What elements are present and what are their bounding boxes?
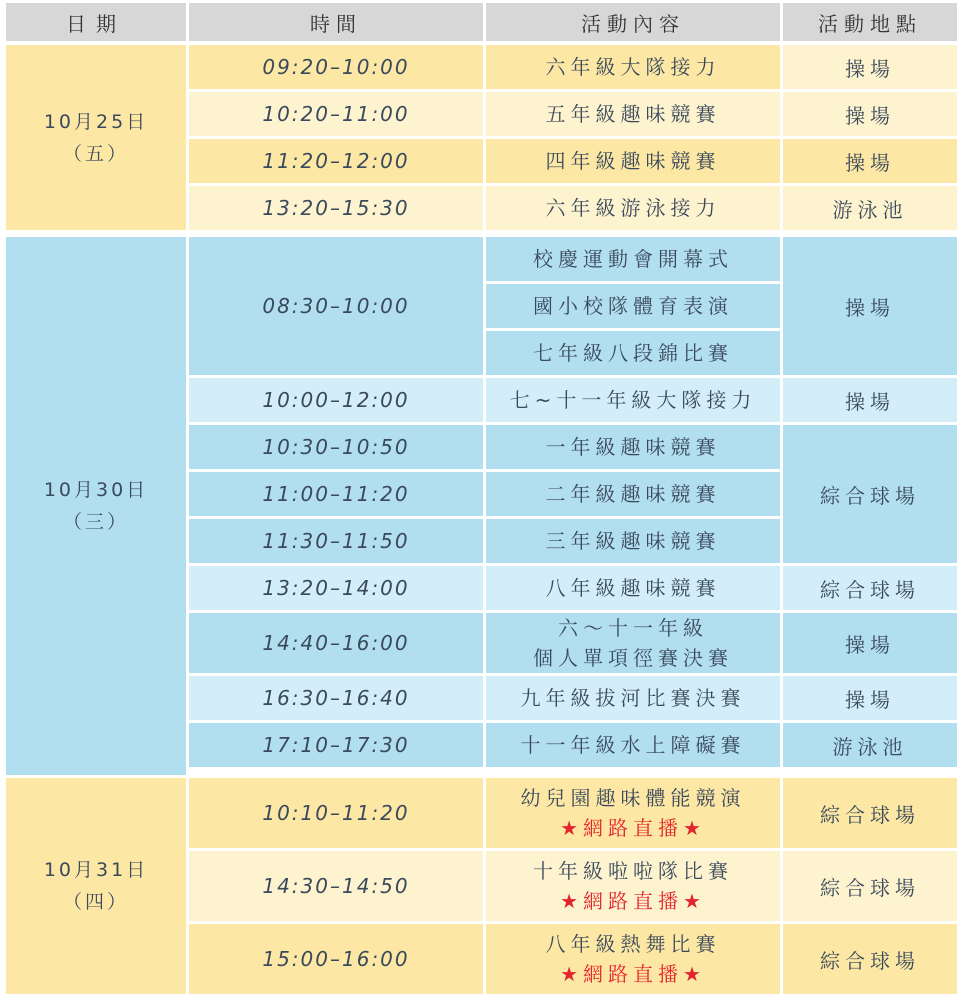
schedule-table [3, 3, 960, 994]
date-text: 10月31日 [43, 859, 149, 881]
location-cell: 操場 [783, 673, 957, 720]
location-cell: 綜合球場 [783, 775, 957, 848]
weekday-text: （五） [62, 142, 129, 165]
header-time: 時間 [189, 3, 483, 41]
location-cell: 操場 [783, 375, 957, 422]
time-cell: 10:10–11:20 [189, 775, 483, 848]
location-cell: 綜合球場 [783, 848, 957, 921]
activity-cell: 十一年級水上障礙賽 [486, 720, 780, 767]
location-cell: 操場 [783, 89, 957, 136]
time-cell: 11:00–11:20 [189, 469, 483, 516]
activity-line: 六～十一年級 [558, 616, 708, 640]
live-stream-label: 網路直播 [583, 889, 683, 913]
time-cell: 14:40–16:00 [189, 610, 483, 673]
activity-cell [486, 921, 780, 994]
activity-line: 十年級啦啦隊比賽 [533, 859, 733, 883]
header-location: 活動地點 [783, 3, 957, 41]
location-cell: 操場 [783, 234, 957, 375]
location-cell: 游泳池 [783, 720, 957, 767]
activity-cell: 校慶運動會開幕式 [486, 234, 780, 281]
date-cell [6, 234, 186, 775]
activity-cell [486, 848, 780, 921]
activity-cell: 一年級趣味競賽 [486, 422, 780, 469]
time-cell: 09:20–10:00 [189, 42, 483, 89]
time-cell: 11:30–11:50 [189, 516, 483, 563]
star-icon: ★ [560, 962, 583, 986]
weekday-text: （三） [62, 511, 129, 533]
activity-cell: 二年級趣味競賽 [486, 469, 780, 516]
star-icon: ★ [683, 889, 706, 913]
live-stream-note [486, 813, 780, 843]
live-stream-label: 網路直播 [583, 816, 683, 840]
activity-cell: 九年級拔河比賽決賽 [486, 673, 780, 720]
time-cell: 10:20–11:00 [189, 89, 483, 136]
activity-cell: 三年級趣味競賽 [486, 516, 780, 563]
activity-cell: 五年級趣味競賽 [486, 89, 780, 136]
location-cell: 操場 [783, 610, 957, 673]
activity-cell: 六年級大隊接力 [486, 42, 780, 89]
activity-cell: 六年級游泳接力 [486, 183, 780, 230]
location-cell: 綜合球場 [783, 563, 957, 610]
activity-line: 幼兒園趣味體能競演 [520, 786, 746, 810]
activity-line: 八年級熱舞比賽 [545, 932, 721, 956]
time-cell: 17:10–17:30 [189, 720, 483, 767]
star-icon: ★ [683, 962, 706, 986]
time-cell: 11:20–12:00 [189, 136, 483, 183]
time-cell: 15:00–16:00 [189, 921, 483, 994]
activity-cell: 七~十一年級大隊接力 [486, 375, 780, 422]
location-cell: 綜合球場 [783, 422, 957, 563]
time-cell: 10:30–10:50 [189, 422, 483, 469]
table-row [6, 775, 957, 848]
star-icon: ★ [560, 816, 583, 840]
date-text: 10月25日 [43, 110, 149, 133]
date-text: 10月30日 [43, 479, 149, 501]
activity-cell: 七年級八段錦比賽 [486, 328, 780, 375]
header-date: 日期 [6, 3, 186, 41]
activity-cell: 國小校隊體育表演 [486, 281, 780, 328]
location-cell: 操場 [783, 136, 957, 183]
activity-cell [486, 775, 780, 848]
table-row [6, 234, 957, 281]
time-cell: 13:20–15:30 [189, 183, 483, 230]
header-activity: 活動內容 [486, 3, 780, 41]
time-cell: 14:30–14:50 [189, 848, 483, 921]
location-cell: 綜合球場 [783, 921, 957, 994]
activity-cell [486, 610, 780, 673]
weekday-text: （四） [62, 891, 129, 913]
star-icon: ★ [560, 889, 583, 913]
live-stream-label: 網路直播 [583, 962, 683, 986]
time-cell: 10:00–12:00 [189, 375, 483, 422]
live-stream-note [486, 886, 780, 916]
time-cell: 16:30–16:40 [189, 673, 483, 720]
time-cell: 08:30–10:00 [189, 234, 483, 375]
live-stream-note [486, 959, 780, 989]
location-cell: 操場 [783, 42, 957, 89]
table-row [6, 42, 957, 89]
activity-line: 個人單項徑賽決賽 [533, 646, 733, 670]
time-cell: 13:20–14:00 [189, 563, 483, 610]
date-cell [6, 42, 186, 230]
activity-cell: 八年級趣味競賽 [486, 563, 780, 610]
header-row [6, 3, 957, 41]
star-icon: ★ [683, 816, 706, 840]
activity-cell: 四年級趣味競賽 [486, 136, 780, 183]
date-cell [6, 775, 186, 994]
location-cell: 游泳池 [783, 183, 957, 230]
